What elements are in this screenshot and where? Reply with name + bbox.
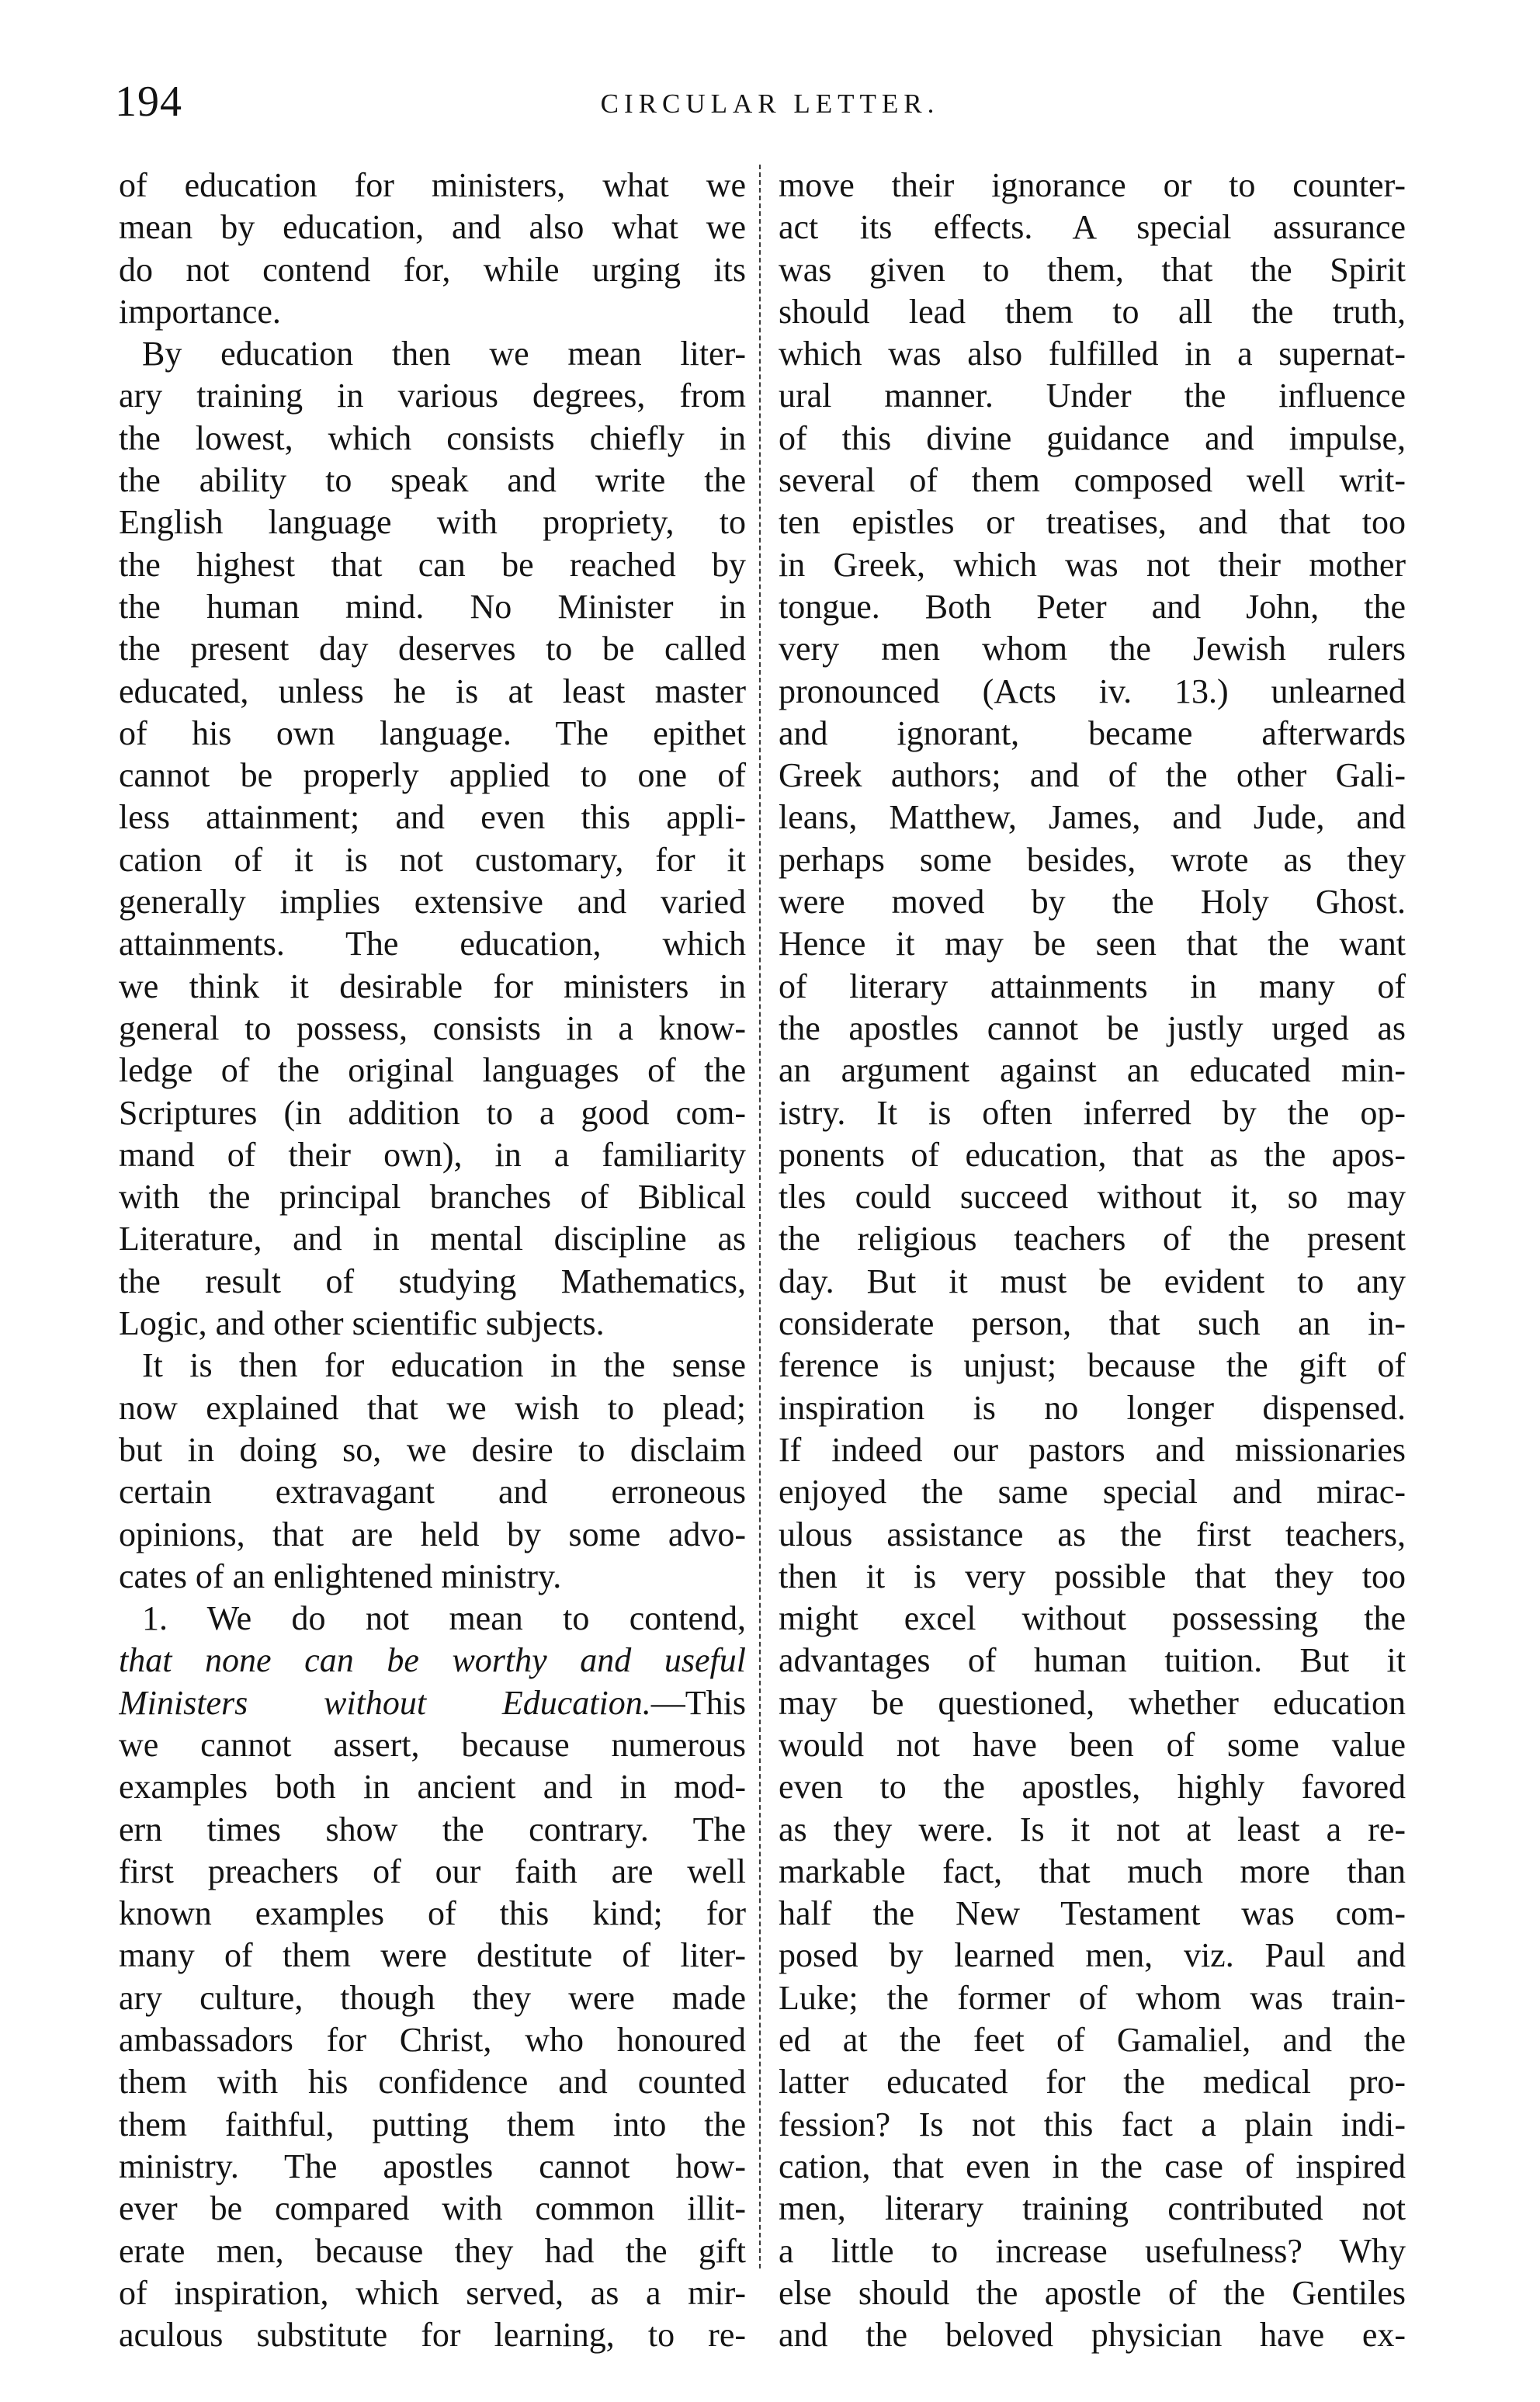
text-line: ference is unjust; because the gift of xyxy=(779,1346,1406,1385)
text-line: of literary attainments in many of xyxy=(779,967,1406,1005)
text-line: cation, that even in the case of inspired xyxy=(779,2147,1406,2185)
text-line: the result of studying Mathematics, xyxy=(119,1262,746,1300)
text-line: ed at the feet of Gamaliel, and the xyxy=(779,2021,1406,2060)
text-line: do not contend for, while urging its xyxy=(119,250,746,289)
text-line: ledge of the original languages of the xyxy=(119,1051,746,1090)
text-line: generally implies extensive and varied xyxy=(119,883,746,922)
text-line: may be questioned, whether education xyxy=(779,1683,1406,1722)
text-line: and ignorant, became afterwards xyxy=(779,713,1406,752)
text-line: many of them were destitute of liter- xyxy=(119,1936,746,1975)
text-line xyxy=(119,1682,746,1724)
text-line: move their ignorance or to counter- xyxy=(779,166,1406,204)
right-column xyxy=(779,165,1406,2356)
text-line: aculous substitute for learning, to re- xyxy=(119,2316,746,2355)
text-line: several of them composed well writ- xyxy=(779,461,1406,500)
text-line: istry. It is often inferred by the op- xyxy=(779,1093,1406,1132)
text-line: certain extravagant and erroneous xyxy=(119,1473,746,1512)
text-line: we think it desirable for ministers in xyxy=(119,967,746,1005)
text-line: the apostles cannot be justly urged as xyxy=(779,1008,1406,1047)
text-line: ambassadors for Christ, who honoured xyxy=(119,2021,746,2060)
text-line: general to possess, consists in a know- xyxy=(119,1008,746,1047)
text-line: cates of an enlightened ministry. xyxy=(119,1557,562,1595)
text-line: If indeed our pastors and missionaries xyxy=(779,1430,1406,1469)
text-line: ulous assistance as the first teachers, xyxy=(779,1515,1406,1553)
text-line: cation of it is not customary, for it xyxy=(119,840,746,879)
text-line: advantages of human tuition. But it xyxy=(779,1641,1406,1680)
text-line: in Greek, which was not their mother xyxy=(779,545,1406,584)
text-line: and the beloved physician have ex- xyxy=(779,2316,1406,2355)
text-line: English language with propriety, to xyxy=(119,503,746,542)
text-line: the lowest, which consists chiefly in xyxy=(119,418,746,457)
text-line: perhaps some besides, wrote as they xyxy=(779,840,1406,879)
text-line: mean by education, and also what we xyxy=(119,208,746,247)
text-line: posed by learned men, viz. Paul and xyxy=(779,1936,1406,1975)
text-line: Logic, and other scientific subjects. xyxy=(119,1304,605,1343)
text-line: act its effects. A special assurance xyxy=(779,208,1406,247)
text-line: tongue. Both Peter and John, the xyxy=(779,587,1406,626)
text-line: an argument against an educated min- xyxy=(779,1051,1406,1090)
text-line: which was also fulfilled in a supernat- xyxy=(779,335,1406,373)
running-title: CIRCULAR LETTER. xyxy=(600,89,940,119)
text-line: of this divine guidance and impulse, xyxy=(779,418,1406,457)
text-line: half the New Testament was com- xyxy=(779,1894,1406,1933)
text-line: importance. xyxy=(119,292,281,331)
text-line: ural manner. Under the influence xyxy=(779,377,1406,415)
text-line: were moved by the Holy Ghost. xyxy=(779,883,1406,922)
text-line: ary training in various degrees, from xyxy=(119,377,746,415)
text-line: a little to increase usefulness? Why xyxy=(779,2231,1406,2270)
text-line: ever be compared with common illit- xyxy=(119,2189,746,2228)
text-line: of his own language. The epithet xyxy=(119,713,746,752)
text-line: Hence it may be seen that the want xyxy=(779,925,1406,963)
text-line: now explained that we wish to plead; xyxy=(119,1388,746,1427)
text-line: them faithful, putting them into the xyxy=(119,2105,746,2143)
text-line: then it is very possible that they too xyxy=(779,1557,1406,1595)
text-line: 1. We do not mean to contend, xyxy=(142,1599,746,1638)
text-line: tles could succeed without it, so may xyxy=(779,1178,1406,1217)
text-line: educated, unless he is at least master xyxy=(119,672,746,710)
text-line: By education then we mean liter- xyxy=(142,335,746,373)
column-divider xyxy=(759,165,761,2268)
text-line: latter educated for the medical pro- xyxy=(779,2063,1406,2102)
text-line: erate men, because they had the gift xyxy=(119,2231,746,2270)
text-line: less attainment; and even this appli- xyxy=(119,798,746,837)
text-line xyxy=(119,1640,746,1682)
text-line: the religious teachers of the present xyxy=(779,1220,1406,1258)
text-line: ern times show the contrary. The xyxy=(119,1810,746,1848)
text-line: first preachers of our faith are well xyxy=(119,1852,746,1890)
text-line: else should the apostle of the Gentiles xyxy=(779,2273,1406,2312)
text-line: very men whom the Jewish rulers xyxy=(779,630,1406,668)
text-line: as they were. Is it not at least a re- xyxy=(779,1810,1406,1848)
text-line: Literature, and in mental discipline as xyxy=(119,1220,746,1258)
text-line: fession? Is not this fact a plain indi- xyxy=(779,2105,1406,2143)
text-line: leans, Matthew, James, and Jude, and xyxy=(779,798,1406,837)
text-line: but in doing so, we desire to disclaim xyxy=(119,1430,746,1469)
text-line: markable fact, that much more than xyxy=(779,1852,1406,1890)
left-column xyxy=(119,165,746,2356)
text-line: known examples of this kind; for xyxy=(119,1894,746,1933)
text-line: might excel without possessing the xyxy=(779,1599,1406,1638)
text-line: men, literary training contributed not xyxy=(779,2189,1406,2228)
text-line: with the principal branches of Biblical xyxy=(119,1178,746,1217)
text-line: ary culture, though they were made xyxy=(119,1978,746,2017)
text-line: we cannot assert, because numerous xyxy=(119,1725,746,1764)
text-line: Luke; the former of whom was train- xyxy=(779,1978,1406,2017)
text-line: considerate person, that such an in- xyxy=(779,1304,1406,1343)
text-line: the present day deserves to be called xyxy=(119,630,746,668)
text-line: the highest that can be reached by xyxy=(119,545,746,584)
text-line: pronounced (Acts iv. 13.) unlearned xyxy=(779,672,1406,710)
text-line: It is then for education in the sense xyxy=(142,1346,746,1385)
text-line: mand of their own), in a familiarity xyxy=(119,1135,746,1174)
text-line: even to the apostles, highly favored xyxy=(779,1768,1406,1807)
text-line: inspiration is no longer dispensed. xyxy=(779,1388,1406,1427)
text-line: the human mind. No Minister in xyxy=(119,587,746,626)
text-line: them with his confidence and counted xyxy=(119,2063,746,2102)
text-line: Scriptures (in addition to a good com- xyxy=(119,1093,746,1132)
italic-text: Ministers without Education. xyxy=(119,1683,651,1722)
page-number: 194 xyxy=(115,78,182,126)
text-line: opinions, that are held by some advo- xyxy=(119,1515,746,1553)
text-line: ponents of education, that as the apos- xyxy=(779,1135,1406,1174)
text-line: enjoyed the same special and mirac- xyxy=(779,1473,1406,1512)
text-line: would not have been of some value xyxy=(779,1725,1406,1764)
text-line: ten epistles or treatises, and that too xyxy=(779,503,1406,542)
text-line: ministry. The apostles cannot how- xyxy=(119,2147,746,2185)
text-line: of inspiration, which served, as a mir- xyxy=(119,2273,746,2312)
text-line: the ability to speak and write the xyxy=(119,461,746,500)
text-line: examples both in ancient and in mod- xyxy=(119,1768,746,1807)
text-line: of education for ministers, what we xyxy=(119,166,746,204)
text-run: —This xyxy=(650,1683,746,1722)
text-line: attainments. The education, which xyxy=(119,925,746,963)
text-line: cannot be properly applied to one of xyxy=(119,756,746,795)
text-line: day. But it must be evident to any xyxy=(779,1262,1406,1300)
text-line: was given to them, that the Spirit xyxy=(779,250,1406,289)
text-line: should lead them to all the truth, xyxy=(779,292,1406,331)
text-line: Greek authors; and of the other Gali- xyxy=(779,756,1406,795)
italic-text: that none can be worthy and useful xyxy=(119,1641,746,1680)
